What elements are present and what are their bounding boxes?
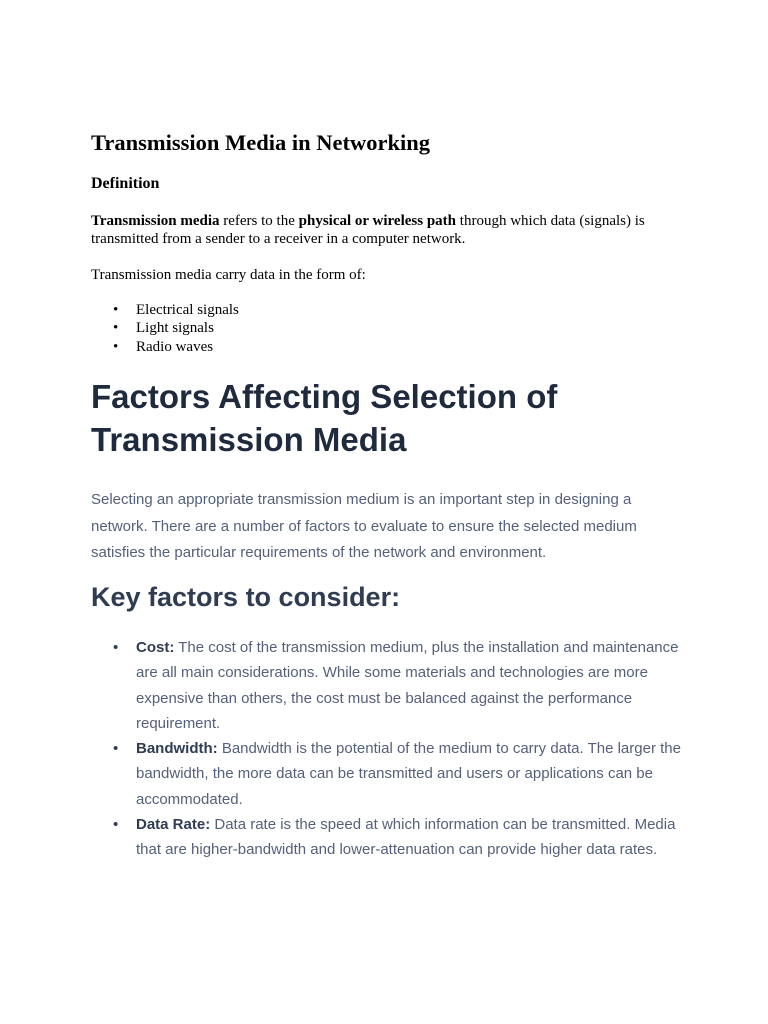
- signal-type-label: Radio waves: [136, 338, 214, 355]
- definition-emphasis: physical or wireless path: [298, 213, 457, 229]
- definition-text-1: refers to the: [219, 213, 299, 229]
- signal-type-label: Light signals: [136, 320, 214, 337]
- list-item: [91, 736, 691, 812]
- document-title: Transmission Media in Networking: [91, 130, 430, 155]
- factors-intro: Selecting an appropriate transmission medium is an important step in designing a network. There are a number of factors to evaluate to ensure the selected medium satisfies the particular requirements of the network and environment.: [91, 491, 637, 562]
- factor-text-cost: The cost of the transmission medium, plus the installation and maintenance are all main considerations. While some materials and technologies are more expensive than others, the cost must be balanced against the performance requirement.: [136, 639, 679, 732]
- factor-text-bandwidth: Bandwidth is the potential of the medium to carry data. The larger the bandwidth, the more data can be transmitted and users or applications can be accommodated.: [136, 740, 681, 808]
- definition-text-2: through which data (signals) is transmitted from a sender to a receiver in a computer network.: [91, 213, 645, 247]
- signal-type-list: [91, 301, 239, 356]
- factor-term-bandwidth: Bandwidth:: [136, 740, 218, 758]
- bullet-icon: •: [113, 639, 119, 656]
- bullet-icon: •: [113, 302, 119, 318]
- factor-term-cost: Cost:: [136, 639, 175, 656]
- bullet-icon: •: [113, 740, 119, 758]
- definition-term: Transmission media: [91, 213, 220, 229]
- list-item: [91, 812, 691, 863]
- definition-paragraph: [91, 212, 681, 248]
- bullet-icon: •: [113, 320, 119, 337]
- key-factor-list: [91, 635, 691, 863]
- key-factors-heading: Key factors to consider:: [91, 582, 401, 612]
- list-item: [91, 319, 239, 337]
- signal-type-label: Electrical signals: [136, 302, 239, 318]
- carry-intro: Transmission media carry data in the form of:: [91, 267, 366, 283]
- definition-heading: Definition: [91, 175, 160, 192]
- factors-heading: Factors Affecting Selection of Transmission Media: [91, 378, 558, 458]
- list-item: [91, 301, 239, 319]
- bullet-icon: •: [113, 816, 119, 834]
- factor-text-data-rate: Data rate is the speed at which information can be transmitted. Media that are higher-bandwidth and lower-attenuation can provide higher data rates.: [136, 816, 676, 859]
- factor-term-data-rate: Data Rate:: [136, 816, 211, 834]
- bullet-icon: •: [113, 338, 119, 355]
- list-item: [91, 338, 239, 356]
- list-item: [91, 635, 691, 736]
